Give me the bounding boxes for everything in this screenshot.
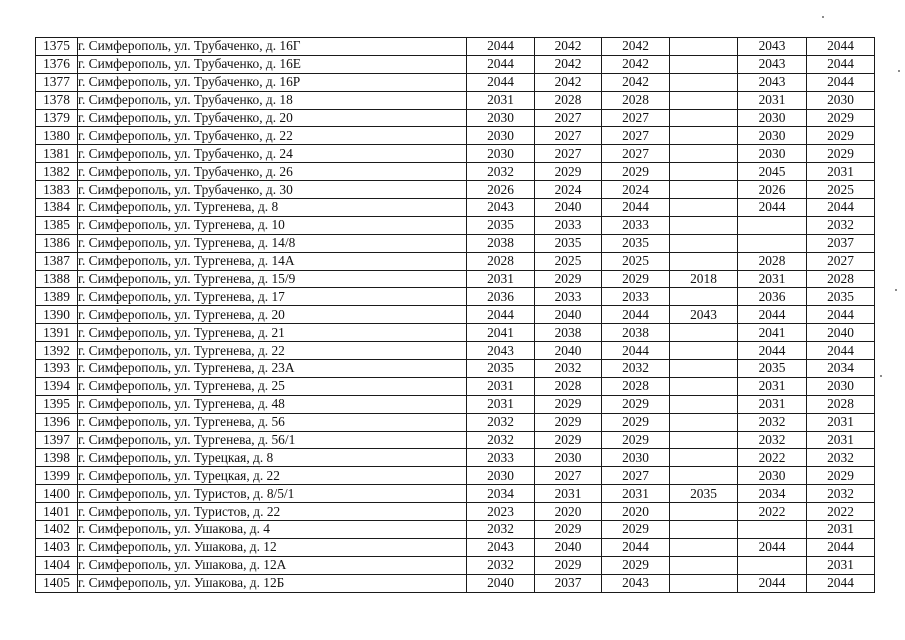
year-cell-3: 2029 [602,431,670,449]
scan-speck [822,16,824,18]
address-cell: г. Симферополь, ул. Тургенева, д. 56 [78,413,467,431]
row-number-cell: 1402 [36,521,78,539]
year-cell-4 [670,216,738,234]
scan-speck [880,375,882,377]
address-cell: г. Симферополь, ул. Тургенева, д. 15/9 [78,270,467,288]
year-cell-3: 2029 [602,413,670,431]
address-cell: г. Симферополь, ул. Туристов, д. 22 [78,503,467,521]
year-cell-2: 2042 [535,73,602,91]
year-cell-5: 2043 [738,38,807,56]
year-cell-2: 2031 [535,485,602,503]
row-number-cell: 1382 [36,163,78,181]
year-cell-6: 2022 [807,503,875,521]
row-number-cell: 1390 [36,306,78,324]
year-cell-4 [670,360,738,378]
year-cell-6: 2029 [807,145,875,163]
year-cell-3: 2020 [602,503,670,521]
table-row [36,413,875,431]
address-cell: г. Симферополь, ул. Трубаченко, д. 22 [78,127,467,145]
year-cell-5: 2028 [738,252,807,270]
row-number-cell: 1401 [36,503,78,521]
year-cell-5: 2043 [738,55,807,73]
table-row [36,431,875,449]
row-number-cell: 1393 [36,360,78,378]
year-cell-2: 2037 [535,574,602,592]
row-number-cell: 1405 [36,574,78,592]
year-cell-4 [670,163,738,181]
table-row [36,73,875,91]
row-number-cell: 1388 [36,270,78,288]
year-cell-6: 2030 [807,91,875,109]
year-cell-4 [670,73,738,91]
year-cell-1: 2031 [467,395,535,413]
table-row [36,109,875,127]
year-cell-5: 2044 [738,199,807,217]
year-cell-2: 2040 [535,538,602,556]
year-cell-6: 2028 [807,270,875,288]
table-row [36,574,875,592]
year-cell-1: 2036 [467,288,535,306]
year-cell-6: 2032 [807,485,875,503]
address-cell: г. Симферополь, ул. Тургенева, д. 8 [78,199,467,217]
year-cell-3: 2035 [602,234,670,252]
year-cell-5: 2022 [738,449,807,467]
table-row [36,181,875,199]
row-number-cell: 1389 [36,288,78,306]
year-cell-4 [670,234,738,252]
year-cell-2: 2024 [535,181,602,199]
table-row [36,485,875,503]
year-cell-1: 2032 [467,521,535,539]
year-cell-3: 2032 [602,360,670,378]
table-row [36,91,875,109]
year-cell-1: 2041 [467,324,535,342]
year-cell-5 [738,521,807,539]
address-cell: г. Симферополь, ул. Трубаченко, д. 20 [78,109,467,127]
year-cell-1: 2040 [467,574,535,592]
year-cell-2: 2027 [535,145,602,163]
year-cell-3: 2027 [602,467,670,485]
year-cell-1: 2043 [467,538,535,556]
table-row [36,199,875,217]
year-cell-6: 2037 [807,234,875,252]
year-cell-6: 2028 [807,395,875,413]
year-cell-1: 2044 [467,55,535,73]
year-cell-3: 2044 [602,538,670,556]
year-cell-2: 2042 [535,38,602,56]
year-cell-1: 2038 [467,234,535,252]
year-cell-5: 2036 [738,288,807,306]
row-number-cell: 1400 [36,485,78,503]
address-cell: г. Симферополь, ул. Трубаченко, д. 26 [78,163,467,181]
address-cell: г. Симферополь, ул. Тургенева, д. 56/1 [78,431,467,449]
year-cell-5 [738,556,807,574]
year-cell-3: 2028 [602,91,670,109]
table-row [36,503,875,521]
year-cell-1: 2030 [467,127,535,145]
address-cell: г. Симферополь, ул. Трубаченко, д. 16Г [78,38,467,56]
year-cell-5: 2030 [738,109,807,127]
row-number-cell: 1391 [36,324,78,342]
row-number-cell: 1384 [36,199,78,217]
year-cell-6: 2027 [807,252,875,270]
row-number-cell: 1394 [36,377,78,395]
address-cell: г. Симферополь, ул. Ушакова, д. 12А [78,556,467,574]
year-cell-1: 2035 [467,360,535,378]
year-cell-2: 2040 [535,342,602,360]
year-cell-3: 2024 [602,181,670,199]
table-row [36,377,875,395]
year-cell-3: 2027 [602,127,670,145]
address-cell: г. Симферополь, ул. Трубаченко, д. 16Е [78,55,467,73]
year-cell-5: 2034 [738,485,807,503]
year-cell-4 [670,55,738,73]
year-cell-6: 2034 [807,360,875,378]
address-cell: г. Симферополь, ул. Тургенева, д. 17 [78,288,467,306]
year-cell-3: 2042 [602,38,670,56]
year-cell-2: 2027 [535,467,602,485]
row-number-cell: 1398 [36,449,78,467]
year-cell-4 [670,467,738,485]
year-cell-6: 2029 [807,109,875,127]
row-number-cell: 1404 [36,556,78,574]
year-cell-3: 2027 [602,145,670,163]
address-cell: г. Симферополь, ул. Ушакова, д. 4 [78,521,467,539]
year-cell-5: 2026 [738,181,807,199]
year-cell-3: 2030 [602,449,670,467]
year-cell-4 [670,252,738,270]
year-cell-4 [670,127,738,145]
year-cell-2: 2029 [535,163,602,181]
year-cell-4: 2035 [670,485,738,503]
year-cell-4: 2043 [670,306,738,324]
year-cell-2: 2029 [535,431,602,449]
year-cell-3: 2029 [602,395,670,413]
table-row [36,342,875,360]
year-cell-3: 2025 [602,252,670,270]
row-number-cell: 1376 [36,55,78,73]
year-cell-6: 2029 [807,127,875,145]
table-row [36,216,875,234]
address-cell: г. Симферополь, ул. Трубаченко, д. 30 [78,181,467,199]
year-cell-4 [670,503,738,521]
year-cell-1: 2026 [467,181,535,199]
year-cell-2: 2020 [535,503,602,521]
row-number-cell: 1403 [36,538,78,556]
address-cell: г. Симферополь, ул. Турецкая, д. 8 [78,449,467,467]
address-cell: г. Симферополь, ул. Тургенева, д. 23А [78,360,467,378]
address-cell: г. Симферополь, ул. Тургенева, д. 48 [78,395,467,413]
table-row [36,521,875,539]
year-cell-5 [738,216,807,234]
table-row [36,556,875,574]
row-number-cell: 1379 [36,109,78,127]
table-row [36,234,875,252]
year-cell-1: 2030 [467,467,535,485]
year-cell-4 [670,377,738,395]
row-number-cell: 1380 [36,127,78,145]
year-cell-1: 2031 [467,377,535,395]
year-cell-6: 2031 [807,556,875,574]
table-row [36,127,875,145]
year-cell-2: 2029 [535,270,602,288]
row-number-cell: 1378 [36,91,78,109]
year-cell-5: 2044 [738,306,807,324]
year-cell-3: 2027 [602,109,670,127]
table-row [36,324,875,342]
address-cell: г. Симферополь, ул. Трубаченко, д. 18 [78,91,467,109]
address-cell: г. Симферополь, ул. Тургенева, д. 10 [78,216,467,234]
table-row [36,360,875,378]
year-cell-6: 2044 [807,73,875,91]
year-cell-3: 2028 [602,377,670,395]
year-cell-5: 2030 [738,127,807,145]
table-row [36,55,875,73]
year-cell-6: 2040 [807,324,875,342]
year-cell-2: 2027 [535,127,602,145]
year-cell-6: 2031 [807,521,875,539]
table-row [36,163,875,181]
year-cell-4 [670,574,738,592]
address-cell: г. Симферополь, ул. Тургенева, д. 20 [78,306,467,324]
year-cell-4 [670,38,738,56]
year-cell-6: 2031 [807,163,875,181]
year-cell-3: 2043 [602,574,670,592]
year-cell-6: 2044 [807,55,875,73]
address-cell: г. Симферополь, ул. Тургенева, д. 14/8 [78,234,467,252]
year-cell-2: 2029 [535,521,602,539]
table-row [36,270,875,288]
year-cell-3: 2033 [602,288,670,306]
address-cell: г. Симферополь, ул. Тургенева, д. 14А [78,252,467,270]
year-cell-4 [670,91,738,109]
year-cell-5: 2030 [738,145,807,163]
year-cell-5: 2035 [738,360,807,378]
year-cell-2: 2042 [535,55,602,73]
year-cell-5: 2043 [738,73,807,91]
year-cell-3: 2033 [602,216,670,234]
housing-registry-table [35,37,875,593]
row-number-cell: 1396 [36,413,78,431]
year-cell-2: 2040 [535,306,602,324]
year-cell-2: 2025 [535,252,602,270]
year-cell-5: 2044 [738,342,807,360]
year-cell-4 [670,145,738,163]
year-cell-2: 2035 [535,234,602,252]
address-cell: г. Симферополь, ул. Тургенева, д. 25 [78,377,467,395]
year-cell-1: 2044 [467,73,535,91]
year-cell-4 [670,181,738,199]
year-cell-5: 2044 [738,574,807,592]
year-cell-5: 2022 [738,503,807,521]
year-cell-4 [670,342,738,360]
address-cell: г. Симферополь, ул. Тургенева, д. 21 [78,324,467,342]
year-cell-1: 2032 [467,556,535,574]
year-cell-6: 2044 [807,538,875,556]
year-cell-2: 2038 [535,324,602,342]
year-cell-6: 2025 [807,181,875,199]
row-number-cell: 1377 [36,73,78,91]
year-cell-5: 2031 [738,395,807,413]
address-cell: г. Симферополь, ул. Туристов, д. 8/5/1 [78,485,467,503]
year-cell-1: 2044 [467,38,535,56]
row-number-cell: 1381 [36,145,78,163]
table-row [36,145,875,163]
year-cell-4: 2018 [670,270,738,288]
year-cell-1: 2032 [467,163,535,181]
row-number-cell: 1387 [36,252,78,270]
year-cell-3: 2044 [602,306,670,324]
address-cell: г. Симферополь, ул. Ушакова, д. 12Б [78,574,467,592]
year-cell-3: 2029 [602,270,670,288]
address-cell: г. Симферополь, ул. Трубаченко, д. 24 [78,145,467,163]
year-cell-2: 2028 [535,377,602,395]
year-cell-3: 2044 [602,342,670,360]
year-cell-1: 2032 [467,413,535,431]
year-cell-2: 2028 [535,91,602,109]
row-number-cell: 1383 [36,181,78,199]
year-cell-1: 2043 [467,342,535,360]
scan-speck [895,289,897,291]
row-number-cell: 1385 [36,216,78,234]
year-cell-5: 2045 [738,163,807,181]
year-cell-1: 2033 [467,449,535,467]
table-row [36,288,875,306]
year-cell-3: 2029 [602,521,670,539]
table-row [36,538,875,556]
year-cell-3: 2044 [602,199,670,217]
year-cell-2: 2029 [535,413,602,431]
year-cell-4 [670,109,738,127]
year-cell-4 [670,431,738,449]
year-cell-5: 2032 [738,431,807,449]
table-body [36,38,875,593]
year-cell-3: 2042 [602,73,670,91]
year-cell-1: 2035 [467,216,535,234]
year-cell-6: 2044 [807,199,875,217]
row-number-cell: 1392 [36,342,78,360]
year-cell-6: 2035 [807,288,875,306]
year-cell-6: 2032 [807,216,875,234]
row-number-cell: 1399 [36,467,78,485]
year-cell-6: 2031 [807,431,875,449]
year-cell-6: 2029 [807,467,875,485]
year-cell-4 [670,449,738,467]
table-row [36,38,875,56]
row-number-cell: 1397 [36,431,78,449]
year-cell-2: 2032 [535,360,602,378]
year-cell-4 [670,413,738,431]
year-cell-4 [670,521,738,539]
year-cell-6: 2030 [807,377,875,395]
year-cell-3: 2031 [602,485,670,503]
year-cell-4 [670,288,738,306]
year-cell-2: 2029 [535,556,602,574]
year-cell-1: 2044 [467,306,535,324]
year-cell-1: 2028 [467,252,535,270]
year-cell-5: 2031 [738,91,807,109]
table-row [36,467,875,485]
address-cell: г. Симферополь, ул. Турецкая, д. 22 [78,467,467,485]
table-row [36,306,875,324]
year-cell-5: 2030 [738,467,807,485]
year-cell-5: 2031 [738,270,807,288]
year-cell-2: 2033 [535,216,602,234]
table-row [36,395,875,413]
year-cell-6: 2044 [807,342,875,360]
row-number-cell: 1386 [36,234,78,252]
year-cell-6: 2044 [807,574,875,592]
year-cell-5: 2032 [738,413,807,431]
year-cell-3: 2029 [602,163,670,181]
address-cell: г. Симферополь, ул. Тургенева, д. 22 [78,342,467,360]
year-cell-1: 2031 [467,270,535,288]
address-cell: г. Симферополь, ул. Трубаченко, д. 16Р [78,73,467,91]
year-cell-3: 2038 [602,324,670,342]
year-cell-6: 2044 [807,38,875,56]
year-cell-4 [670,538,738,556]
table-row [36,252,875,270]
row-number-cell: 1395 [36,395,78,413]
year-cell-3: 2042 [602,55,670,73]
year-cell-2: 2040 [535,199,602,217]
row-number-cell: 1375 [36,38,78,56]
address-cell: г. Симферополь, ул. Ушакова, д. 12 [78,538,467,556]
table-row [36,449,875,467]
year-cell-5: 2031 [738,377,807,395]
year-cell-5: 2044 [738,538,807,556]
year-cell-1: 2030 [467,109,535,127]
year-cell-4 [670,199,738,217]
year-cell-2: 2027 [535,109,602,127]
year-cell-1: 2023 [467,503,535,521]
year-cell-2: 2030 [535,449,602,467]
scan-speck [898,70,900,72]
year-cell-5: 2041 [738,324,807,342]
year-cell-4 [670,324,738,342]
year-cell-1: 2030 [467,145,535,163]
year-cell-6: 2031 [807,413,875,431]
year-cell-1: 2034 [467,485,535,503]
year-cell-5 [738,234,807,252]
year-cell-1: 2032 [467,431,535,449]
year-cell-4 [670,395,738,413]
year-cell-3: 2029 [602,556,670,574]
year-cell-1: 2043 [467,199,535,217]
year-cell-2: 2029 [535,395,602,413]
year-cell-1: 2031 [467,91,535,109]
year-cell-6: 2032 [807,449,875,467]
year-cell-4 [670,556,738,574]
year-cell-6: 2044 [807,306,875,324]
year-cell-2: 2033 [535,288,602,306]
